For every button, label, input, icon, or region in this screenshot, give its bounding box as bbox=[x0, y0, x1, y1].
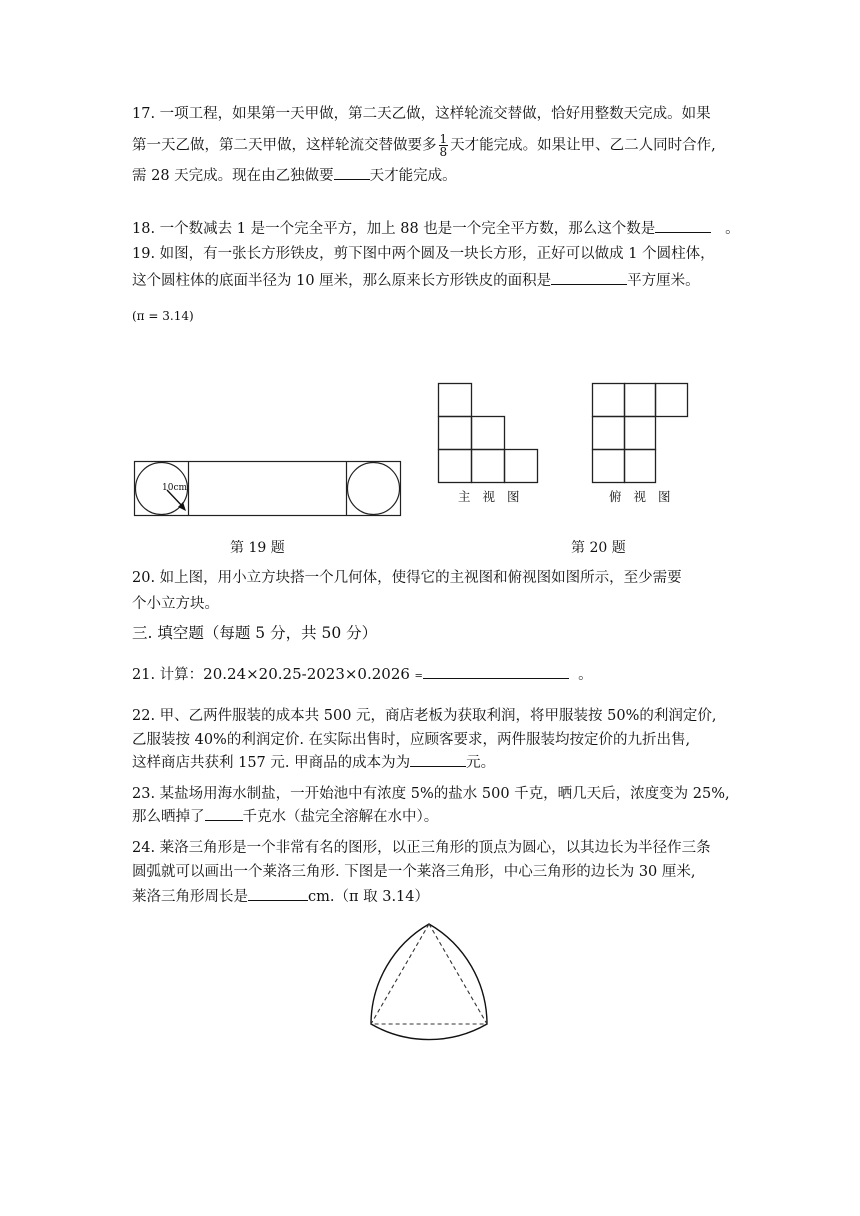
q19-caption: 第 19 题 bbox=[230, 540, 285, 556]
top-view-label: 俯 视 图 bbox=[609, 489, 675, 504]
q22-line-1: 22. 甲、乙两件服装的成本共 500 元，商店老板为获取利润，将甲服装按 50%的利润定价, bbox=[132, 708, 717, 724]
answer-blank[interactable] bbox=[410, 752, 466, 767]
q21-end: 。 bbox=[578, 667, 593, 683]
front-cell bbox=[439, 384, 472, 417]
top-cell bbox=[593, 450, 625, 483]
q24-line-1: 24. 莱洛三角形是一个非常有名的图形，以正三角形的顶点为圆心，以其边长为半径作三条 bbox=[132, 840, 711, 856]
q21-line bbox=[132, 664, 732, 687]
top-cell bbox=[625, 384, 656, 417]
front-cell bbox=[505, 450, 538, 483]
q19-line-2-pre: 这个圆柱体的底面半径为 10 厘米，那么原来长方形铁皮的面积是 bbox=[132, 273, 552, 289]
q17-line-2 bbox=[132, 133, 732, 158]
q18-text: 18. 一个数减去 1 是一个完全平方，加上 88 也是一个完全平方数，那么这个数是 bbox=[132, 221, 656, 237]
q21-pre: 21. 计算： bbox=[132, 667, 204, 683]
q24-line-3 bbox=[132, 886, 732, 907]
answer-blank[interactable] bbox=[334, 165, 370, 180]
q22-line-2: 乙服装按 40%的利润定价. 在实际出售时，应顾客要求，两件服装均按定价的九折出售, bbox=[132, 732, 691, 748]
answer-blank[interactable] bbox=[551, 270, 627, 285]
fraction-denominator: 8 bbox=[439, 145, 448, 159]
q20-caption: 第 20 题 bbox=[571, 540, 626, 556]
front-cell bbox=[439, 417, 472, 450]
top-cell bbox=[625, 417, 656, 450]
top-cell bbox=[625, 450, 656, 483]
q23-line-2-pre: 那么晒掉了 bbox=[132, 809, 205, 825]
answer-blank[interactable] bbox=[655, 218, 711, 233]
q19-figure bbox=[134, 460, 404, 520]
reuleaux-outline bbox=[371, 924, 487, 1040]
q21-equals: = bbox=[414, 671, 423, 682]
q18-line bbox=[132, 218, 740, 239]
q21-expression: 20.24×20.25-2023×0.2026 bbox=[203, 665, 410, 683]
inner-equilateral-triangle bbox=[371, 924, 487, 1024]
q17-line-3-pre: 需 28 天完成。现在由乙独做要 bbox=[132, 168, 334, 184]
front-cell bbox=[472, 450, 505, 483]
q24-line-3-pre: 莱洛三角形周长是 bbox=[132, 889, 248, 905]
q22-line-3-post: 元。 bbox=[466, 755, 496, 771]
q18-end: 。 bbox=[725, 221, 740, 237]
q20-line-1: 20. 如上图，用小立方块搭一个几何体，使得它的主视图和俯视图如图所示，至少需要 bbox=[132, 570, 682, 586]
pi-note: (π = 3.14) bbox=[132, 309, 194, 323]
fraction-one-eighth bbox=[439, 133, 449, 158]
q17-line-3 bbox=[132, 165, 732, 186]
q22-line-3-pre: 这样商店共获利 157 元. 甲商品的成本为为 bbox=[132, 755, 411, 771]
top-cell bbox=[593, 417, 625, 450]
q22-line-3 bbox=[132, 752, 732, 773]
section-3-title: 三. 填空题（每题 5 分，共 50 分） bbox=[132, 624, 378, 642]
q19-line-2 bbox=[132, 270, 732, 291]
q23-line-1: 23. 某盐场用海水制盐，一开始池中有浓度 5%的盐水 500 千克，晒几天后，浓度变为 25%, bbox=[132, 786, 730, 802]
answer-blank[interactable] bbox=[248, 886, 308, 901]
q17-line-2-pre: 第一天乙做，第二天甲做，这样轮流交替做要多 bbox=[132, 137, 437, 154]
front-cell bbox=[472, 417, 505, 450]
q24-line-3-post: cm.（π 取 3.14） bbox=[308, 889, 430, 905]
front-cell bbox=[439, 450, 472, 483]
q17-line-3-post: 天才能完成。 bbox=[369, 168, 457, 184]
top-cell bbox=[656, 384, 688, 417]
front-view-label: 主 视 图 bbox=[458, 489, 524, 504]
top-view-figure bbox=[592, 383, 694, 485]
q19-line-2-post: 平方厘米。 bbox=[627, 273, 700, 289]
q24-line-2: 圆弧就可以画出一个莱洛三角形. 下图是一个莱洛三角形，中心三角形的边长为 30 厘米, bbox=[132, 864, 696, 880]
top-cell bbox=[593, 384, 625, 417]
q20-line-2: 个小立方块。 bbox=[132, 596, 219, 612]
fraction-numerator: 1 bbox=[439, 132, 448, 146]
q17-line-2-post: 天才能完成。如果让甲、乙二人同时合作, bbox=[450, 137, 716, 154]
radius-label: 10cm bbox=[162, 483, 188, 493]
answer-blank[interactable] bbox=[205, 806, 243, 821]
q17-line-1: 17. 一项工程，如果第一天甲做，第二天乙做，这样轮流交替做，恰好用整数天完成。如果 bbox=[132, 106, 711, 122]
front-view-figure bbox=[438, 383, 540, 485]
q23-line-2-post: 千克水（盐完全溶解在水中）。 bbox=[242, 809, 439, 825]
q23-line-2 bbox=[132, 806, 732, 827]
reuleaux-triangle-figure bbox=[369, 922, 489, 1032]
q19-line-1: 19. 如图，有一张长方形铁皮，剪下图中两个圆及一块长方形，正好可以做成 1 个圆柱体， bbox=[132, 246, 715, 262]
answer-blank[interactable] bbox=[423, 664, 569, 679]
right-circle bbox=[348, 463, 400, 515]
